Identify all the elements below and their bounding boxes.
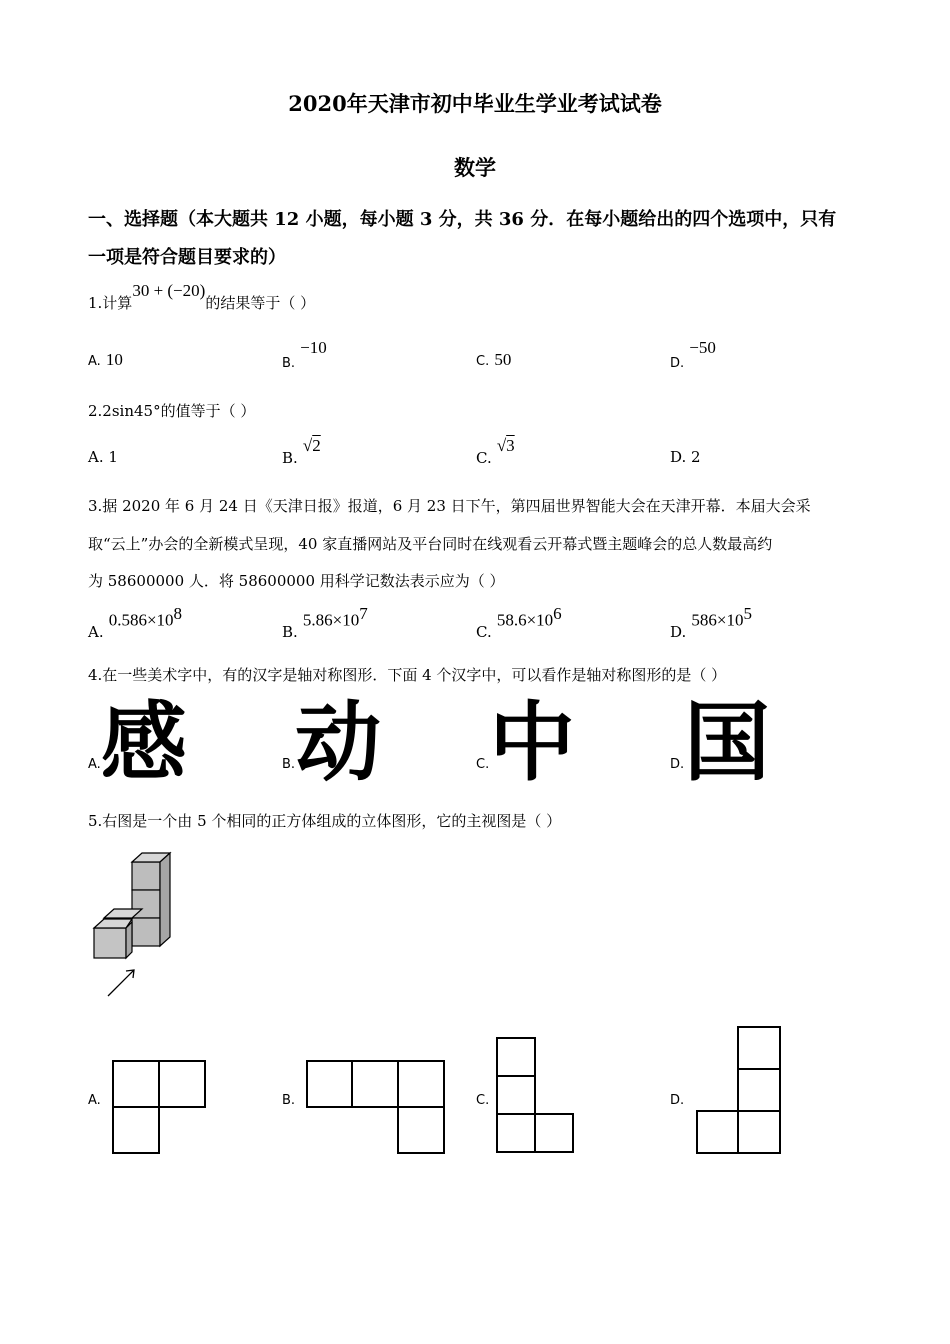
question-1: [88, 281, 316, 313]
subject-title: 数学: [454, 155, 496, 180]
cube-front: [94, 928, 126, 958]
cube-front: [132, 862, 160, 890]
question-4: 4.在一些美术字中，有的汉字是轴对称图形．下面 4 个汉字中，可以看作是轴对称图形的是（ ）: [88, 666, 727, 684]
q3-option-a[interactable]: A. $0.586\times 10^8$: [88, 604, 183, 642]
q4-option-b[interactable]: $^{B.}$动: [282, 693, 382, 793]
character-zhong: 中: [489, 693, 576, 793]
q5-option-a-view[interactable]: [112, 1060, 206, 1154]
q2-option-d[interactable]: D. 2: [670, 448, 701, 466]
q3-option-b[interactable]: B. $5.86\times 10^7$: [282, 604, 368, 642]
q1-expression: 30 + (−20): [132, 281, 206, 300]
q3-option-d[interactable]: D. $586\times 10^5$: [670, 604, 752, 642]
q3-line2: 取“云上”办会的全新模式呈现，40 家直播网站及平台同时在线观看云开幕式暨主题峰会的总人数最高约: [88, 535, 773, 553]
q4-option-a[interactable]: $^{A.}$感: [88, 693, 187, 793]
q5-option-c-view[interactable]: [496, 1037, 576, 1153]
sqrt-symbol: √3: [496, 436, 515, 455]
character-guo: 国: [684, 693, 771, 793]
section-heading-line2: 一项是符合题目要求的）: [88, 247, 286, 268]
question-2: 2.2sin45°的值等于（ ）: [88, 402, 256, 420]
section-heading-line1: 一、选择题（本大题共 12 小题，每小题 3 分，共 36 分．在每小题给出的四个选项中，只有: [88, 209, 837, 230]
q5-option-d-view[interactable]: [696, 1026, 782, 1154]
q3-option-c[interactable]: C. $58.6\times 10^6$: [476, 604, 562, 642]
q1-option-c[interactable]: C. 50: [476, 350, 512, 369]
q4-option-d[interactable]: $^{D.}$国: [670, 693, 771, 793]
q2-option-b[interactable]: B. √2: [282, 436, 321, 467]
q5-option-d-label[interactable]: D.: [670, 1093, 685, 1108]
q5-option-b-label[interactable]: B.: [282, 1093, 296, 1108]
q3-line1: 3.据 2020 年 6 月 24 日《天津日报》报道，6 月 23 日下午，第四届世界智能大会在天津开幕．本届大会采: [88, 497, 811, 515]
q1-suffix: 的结果等于（ ）: [205, 294, 316, 312]
cube-side: [126, 922, 132, 958]
sqrt-symbol: √2: [302, 436, 321, 455]
exam-title: 2020年天津市初中毕业生学业考试试卷: [288, 91, 662, 116]
q1-option-a[interactable]: A. 10: [88, 350, 123, 369]
q2-option-a[interactable]: A. 1: [88, 448, 118, 466]
q1-option-b[interactable]: $_{B.}$ −10: [282, 338, 327, 371]
question-5: 5.右图是一个由 5 个相同的正方体组成的立体图形，它的主视图是（ ）: [88, 812, 562, 830]
cube-solid-figure: [88, 848, 188, 1000]
q3-line3: 为 58600000 人．将 58600000 用科学记数法表示应为（ ）: [88, 572, 505, 590]
q5-option-c-label[interactable]: C.: [476, 1093, 490, 1108]
q4-option-c[interactable]: $^{C.}$中: [476, 693, 576, 793]
q1-prefix: 1.计算: [88, 294, 133, 312]
cube-front: [132, 918, 160, 946]
q2-option-c[interactable]: C. √3: [476, 436, 515, 467]
q1-option-d[interactable]: $_{D.}$ −50: [670, 338, 716, 371]
q5-option-b-view[interactable]: [306, 1060, 446, 1154]
cube-side: [160, 853, 170, 946]
view-direction-arrow: [108, 970, 134, 996]
cube-top: [94, 919, 132, 928]
character-dong: 动: [295, 693, 382, 793]
character-gan: 感: [100, 693, 187, 793]
q5-option-a-label[interactable]: A.: [88, 1093, 101, 1108]
